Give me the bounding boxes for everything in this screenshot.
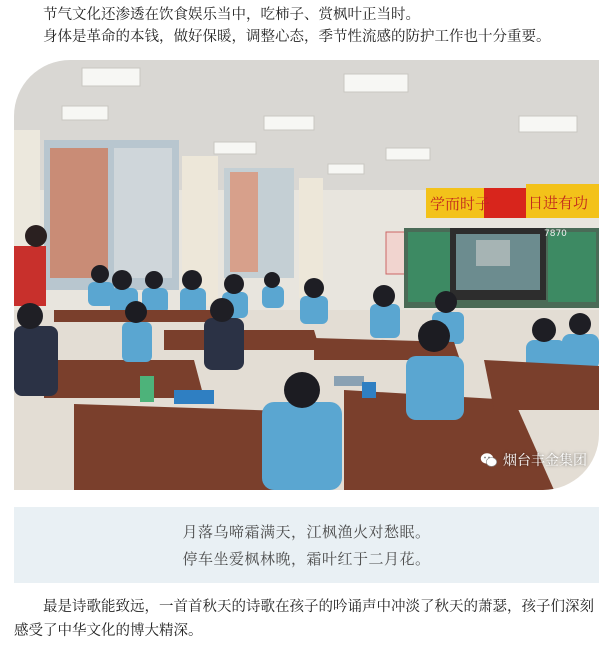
classroom-photo	[14, 60, 599, 490]
paragraph-seasonal-food: 节气文化还渗透在饮食娱乐当中，吃柿子、赏枫叶正当时。	[43, 7, 420, 23]
paragraph-health-tips: 身体是革命的本钱，做好保暖，调整心态，季节性流感的防护工作也十分重要。	[43, 29, 551, 45]
poem-box	[14, 507, 599, 583]
poem-line-1: 月落乌啼霜满天，江枫渔火对愁眠。	[182, 523, 431, 541]
wechat-icon	[480, 451, 498, 469]
classroom-clock: 7870	[544, 229, 567, 239]
banner-left-text: 学而时子	[430, 195, 491, 213]
watermark	[480, 450, 587, 470]
watermark-text: 烟台丰金集团	[503, 453, 587, 469]
paragraph-poetry-reflection: 最是诗歌能致远，一首首秋天的诗歌在孩子的吟诵声中冲淡了秋天的萧瑟，孩子们深刻感受了中华文化的博大精深。	[14, 599, 594, 639]
banner-right-text: 日进有功	[528, 194, 589, 212]
poem-line-2: 停车坐爱枫林晚，霜叶红于二月花。	[182, 550, 431, 568]
